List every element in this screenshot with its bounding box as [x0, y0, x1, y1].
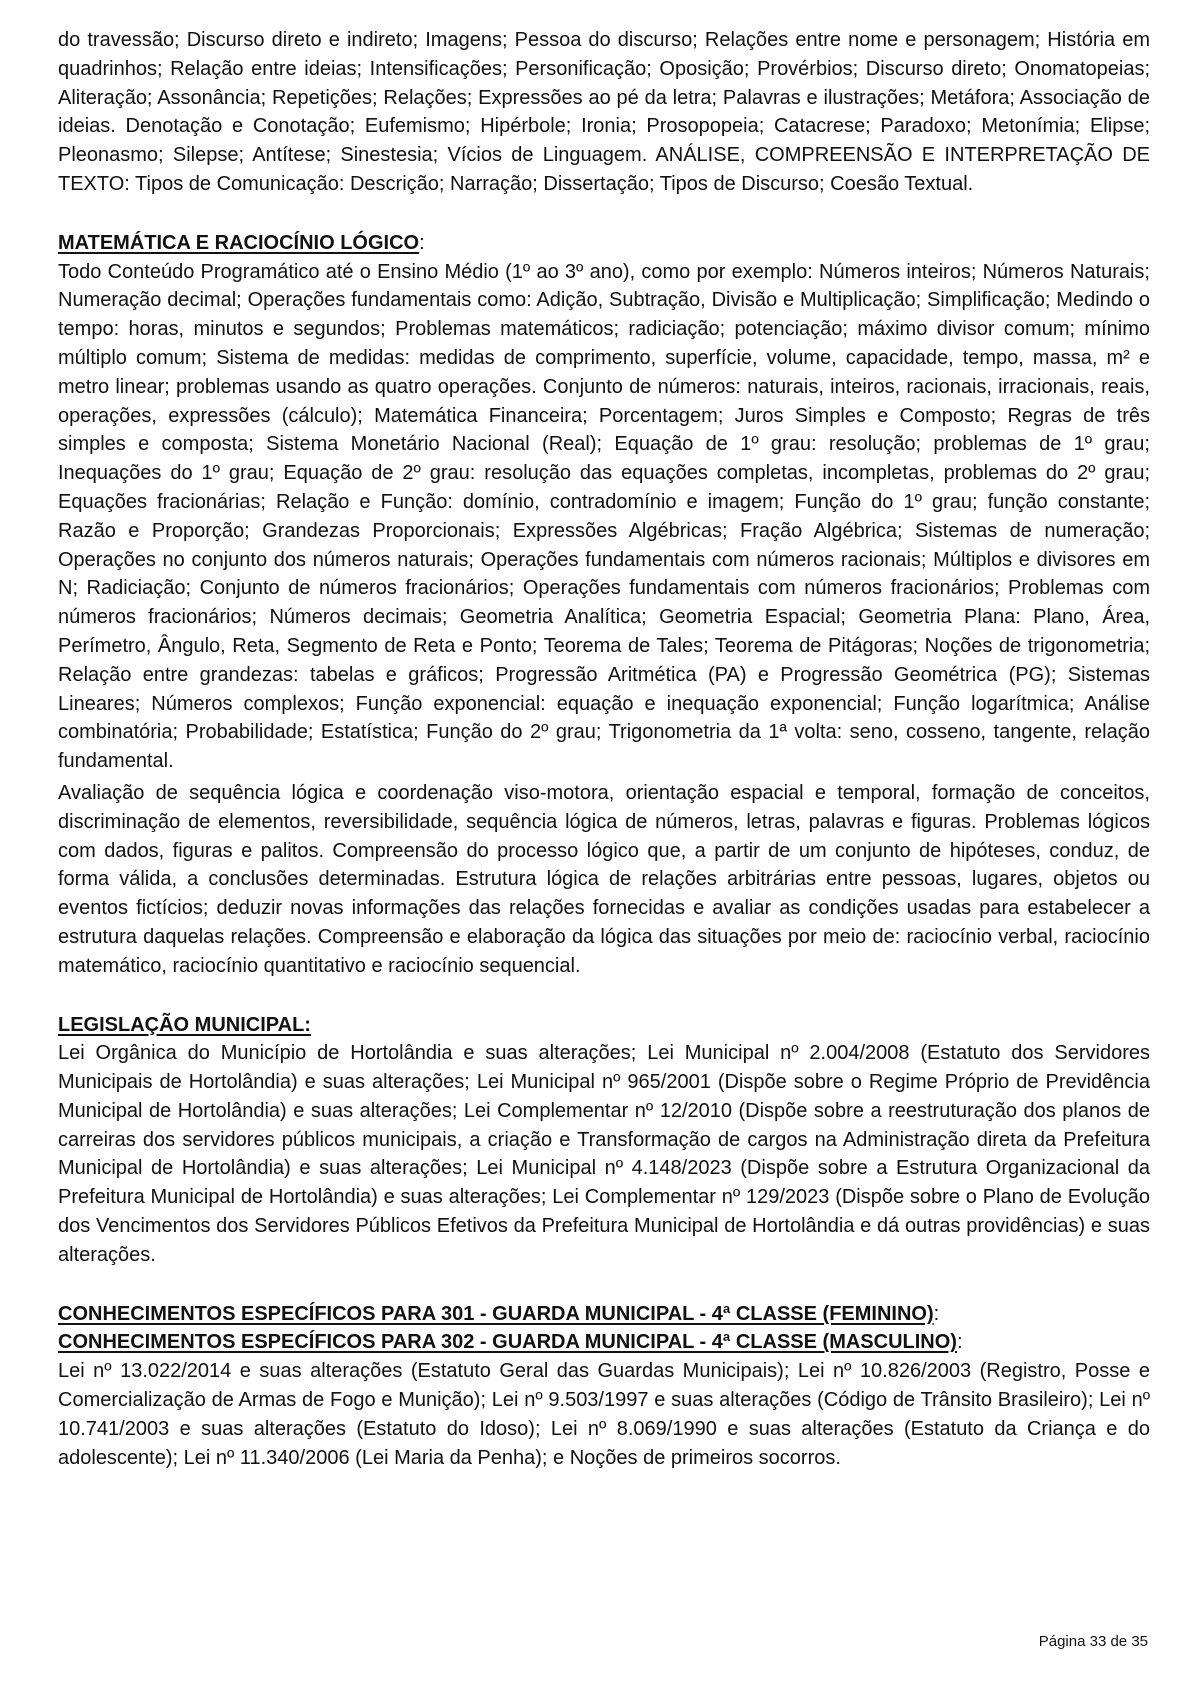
intro-paragraph: do travessão; Discurso direto e indireto; Imagens; Pessoa do discurso; Relações entre nome e personagem; História em quadrinhos; Relação entre ideias; Intensificações; Personificação; Oposição; Provérbios; Discurso direto; Onomatopeias; Aliteração; Assonância; Repetições; Relações; Expressões ao pé da letra; Palavras e ilustrações; Metáfora; Associação de ideias. Denotação e Conotação; Eufemismo; Hipérbole; Ironia; Prosopopeia; Catacrese; Paradoxo; Metonímia; Elipse; Pleonasmo; Silepse; Antítese; Sinestesia; Vícios de Linguagem. ANÁLISE, COMPREENSÃO E INTERPRETAÇÃO DE TEXTO: Tipos de Comunicação: Descrição; Narração; Dissertação; Tipos de Discurso; Coesão Textual.: [58, 29, 1150, 195]
especificos-heading-301: [58, 1300, 1150, 1329]
section-spacer: [58, 199, 1150, 229]
document-page: [58, 26, 1150, 1472]
legislacao-paragraph: Lei Orgânica do Município de Hortolândia e suas alterações; Lei Municipal nº 2.004/2008 (Estatuto dos Servidores Municipais de Hortolândia) e suas alterações; Lei Municipal nº 965/2001 (Dispõe sobre o Regime Próprio de Previdência Municipal de Hortolândia) e suas alterações; Lei Complementar nº 12/2010 (Dispõe sobre a reestruturação dos planos de carreiras dos servidores públicos municipais, a criação e Transformação de cargos na Administração direta da Prefeitura Municipal de Hortolândia) e suas alterações; Lei Municipal nº 4.148/2023 (Dispõe sobre a Estrutura Organizacional da Prefeitura Municipal de Hortolândia) e suas alterações; Lei Complementar nº 129/2023 (Dispõe sobre o Plano de Evolução dos Vencimentos dos Servidores Públicos Efetivos da Prefeitura Municipal de Hortolândia e dá outras providências) e suas alterações.: [58, 1042, 1150, 1266]
especificos-heading-302-colon: :: [956, 1331, 963, 1354]
section-spacer: [58, 1270, 1150, 1300]
section-spacer: [58, 981, 1150, 1011]
matematica-paragraph-1: Todo Conteúdo Programático até o Ensino Médio (1º ao 3º ano), como por exemplo: Números inteiros; Números Naturais; Numeração decimal; Operações fundamentais como: Adição, Subtração, Divisão e Multiplicação; Simplificação; Medindo o tempo: horas, minutos e segundos; Problemas matemáticos; radiciação; potenciação; máximo divisor comum; mínimo múltiplo comum; Sistema de medidas: medidas de comprimento, superfície, volume, capacidade, tempo, massa, m² e metro linear; problemas usando as quatro operações. Conjunto de números: naturais, inteiros, racionais, irracionais, reais, operações, expressões (cálculo); Matemática Financeira; Porcentagem; Juros Simples e Composto; Regras de três simples e composta; Sistema Monetário Nacional (Real); Equação de 1º grau: resolução; problemas de 1º grau; Inequações do 1º grau; Equação de 2º grau: resolução das equações completas, incompletas, problemas do 2º grau; Equações fracionárias; Relação e Função: domínio, contradomínio e imagem; Função do 1º grau; função constante; Razão e Proporção; Grandezas Proporcionais; Expressões Algébricas; Fração Algébrica; Sistemas de numeração; Operações no conjunto dos números naturais; Operações fundamentais com números racionais; Múltiplos e divisores em N; Radiciação; Conjunto de números fracionários; Operações fundamentais com números fracionários; Problemas com números fracionários; Números decimais; Geometria Analítica; Geometria Espacial; Geometria Plana: Plano, Área, Perímetro, Ângulo, Reta, Segmento de Reta e Ponto; Teorema de Tales; Teorema de Pitágoras; Noções de trigonometria; Relação entre grandezas: tabelas e gráficos; Progressão Aritmética (PA) e Progressão Geométrica (PG); Sistemas Lineares; Números complexos; Função exponencial: equação e inequação exponencial; Função logarítmica; Análise combinatória; Probabilidade; Estatística; Função do 2º grau; Trigonometria da 1ª volta: seno, cosseno, tangente, relação fundamental.: [58, 260, 1150, 773]
matematica-heading-title: MATEMÁTICA E RACIOCÍNIO LÓGICO: [58, 231, 420, 254]
especificos-paragraph: Lei nº 13.022/2014 e suas alterações (Estatuto Geral das Guardas Municipais); Lei nº 10.826/2003 (Registro, Posse e Comercialização de Armas de Fogo e Munição); Lei nº 9.503/1997 e suas alterações (Código de Trânsito Brasileiro); Lei nº 10.741/2003 e suas alterações (Estatuto do Idoso); Lei nº 8.069/1990 e suas alterações (Estatuto da Criança e do adolescente); Lei nº 11.340/2006 (Lei Maria da Penha); e Noções de primeiros socorros.: [58, 1360, 1150, 1469]
especificos-heading-302: [58, 1328, 1150, 1357]
especificos-heading-302-title: CONHECIMENTOS ESPECÍFICOS PARA 302 - GUARDA MUNICIPAL - 4ª CLASSE (MASCULINO): [58, 1331, 957, 1354]
page-number: Página 33 de 35: [1038, 1633, 1148, 1650]
especificos-heading-301-colon: :: [933, 1302, 940, 1325]
legislacao-heading-title: LEGISLAÇÃO MUNICIPAL:: [58, 1013, 311, 1036]
matematica-paragraph-2: Avaliação de sequência lógica e coordenação viso-motora, orientação espacial e temporal, formação de conceitos, discriminação de elementos, reversibilidade, sequência lógica de números, letras, palavras e figuras. Problemas lógicos com dados, figuras e palitos. Compreensão do processo lógico que, a partir de um conjunto de hipóteses, conduz, de forma válida, a conclusões determinadas. Estrutura lógica de relações arbitrárias entre pessoas, lugares, objetos ou eventos fictícios; deduzir novas informações das relações fornecidas e avaliar as condições usadas para estabelecer a estrutura daquelas relações. Compreensão e elaboração da lógica das situações por meio de: raciocínio verbal, raciocínio matemático, raciocínio quantitativo e raciocínio sequencial.: [58, 781, 1150, 977]
especificos-heading-301-title: CONHECIMENTOS ESPECÍFICOS PARA 301 - GUARDA MUNICIPAL - 4ª CLASSE (FEMININO): [58, 1302, 934, 1325]
legislacao-heading: [58, 1011, 1150, 1040]
matematica-heading: [58, 229, 1150, 258]
matematica-heading-colon: :: [419, 231, 425, 254]
